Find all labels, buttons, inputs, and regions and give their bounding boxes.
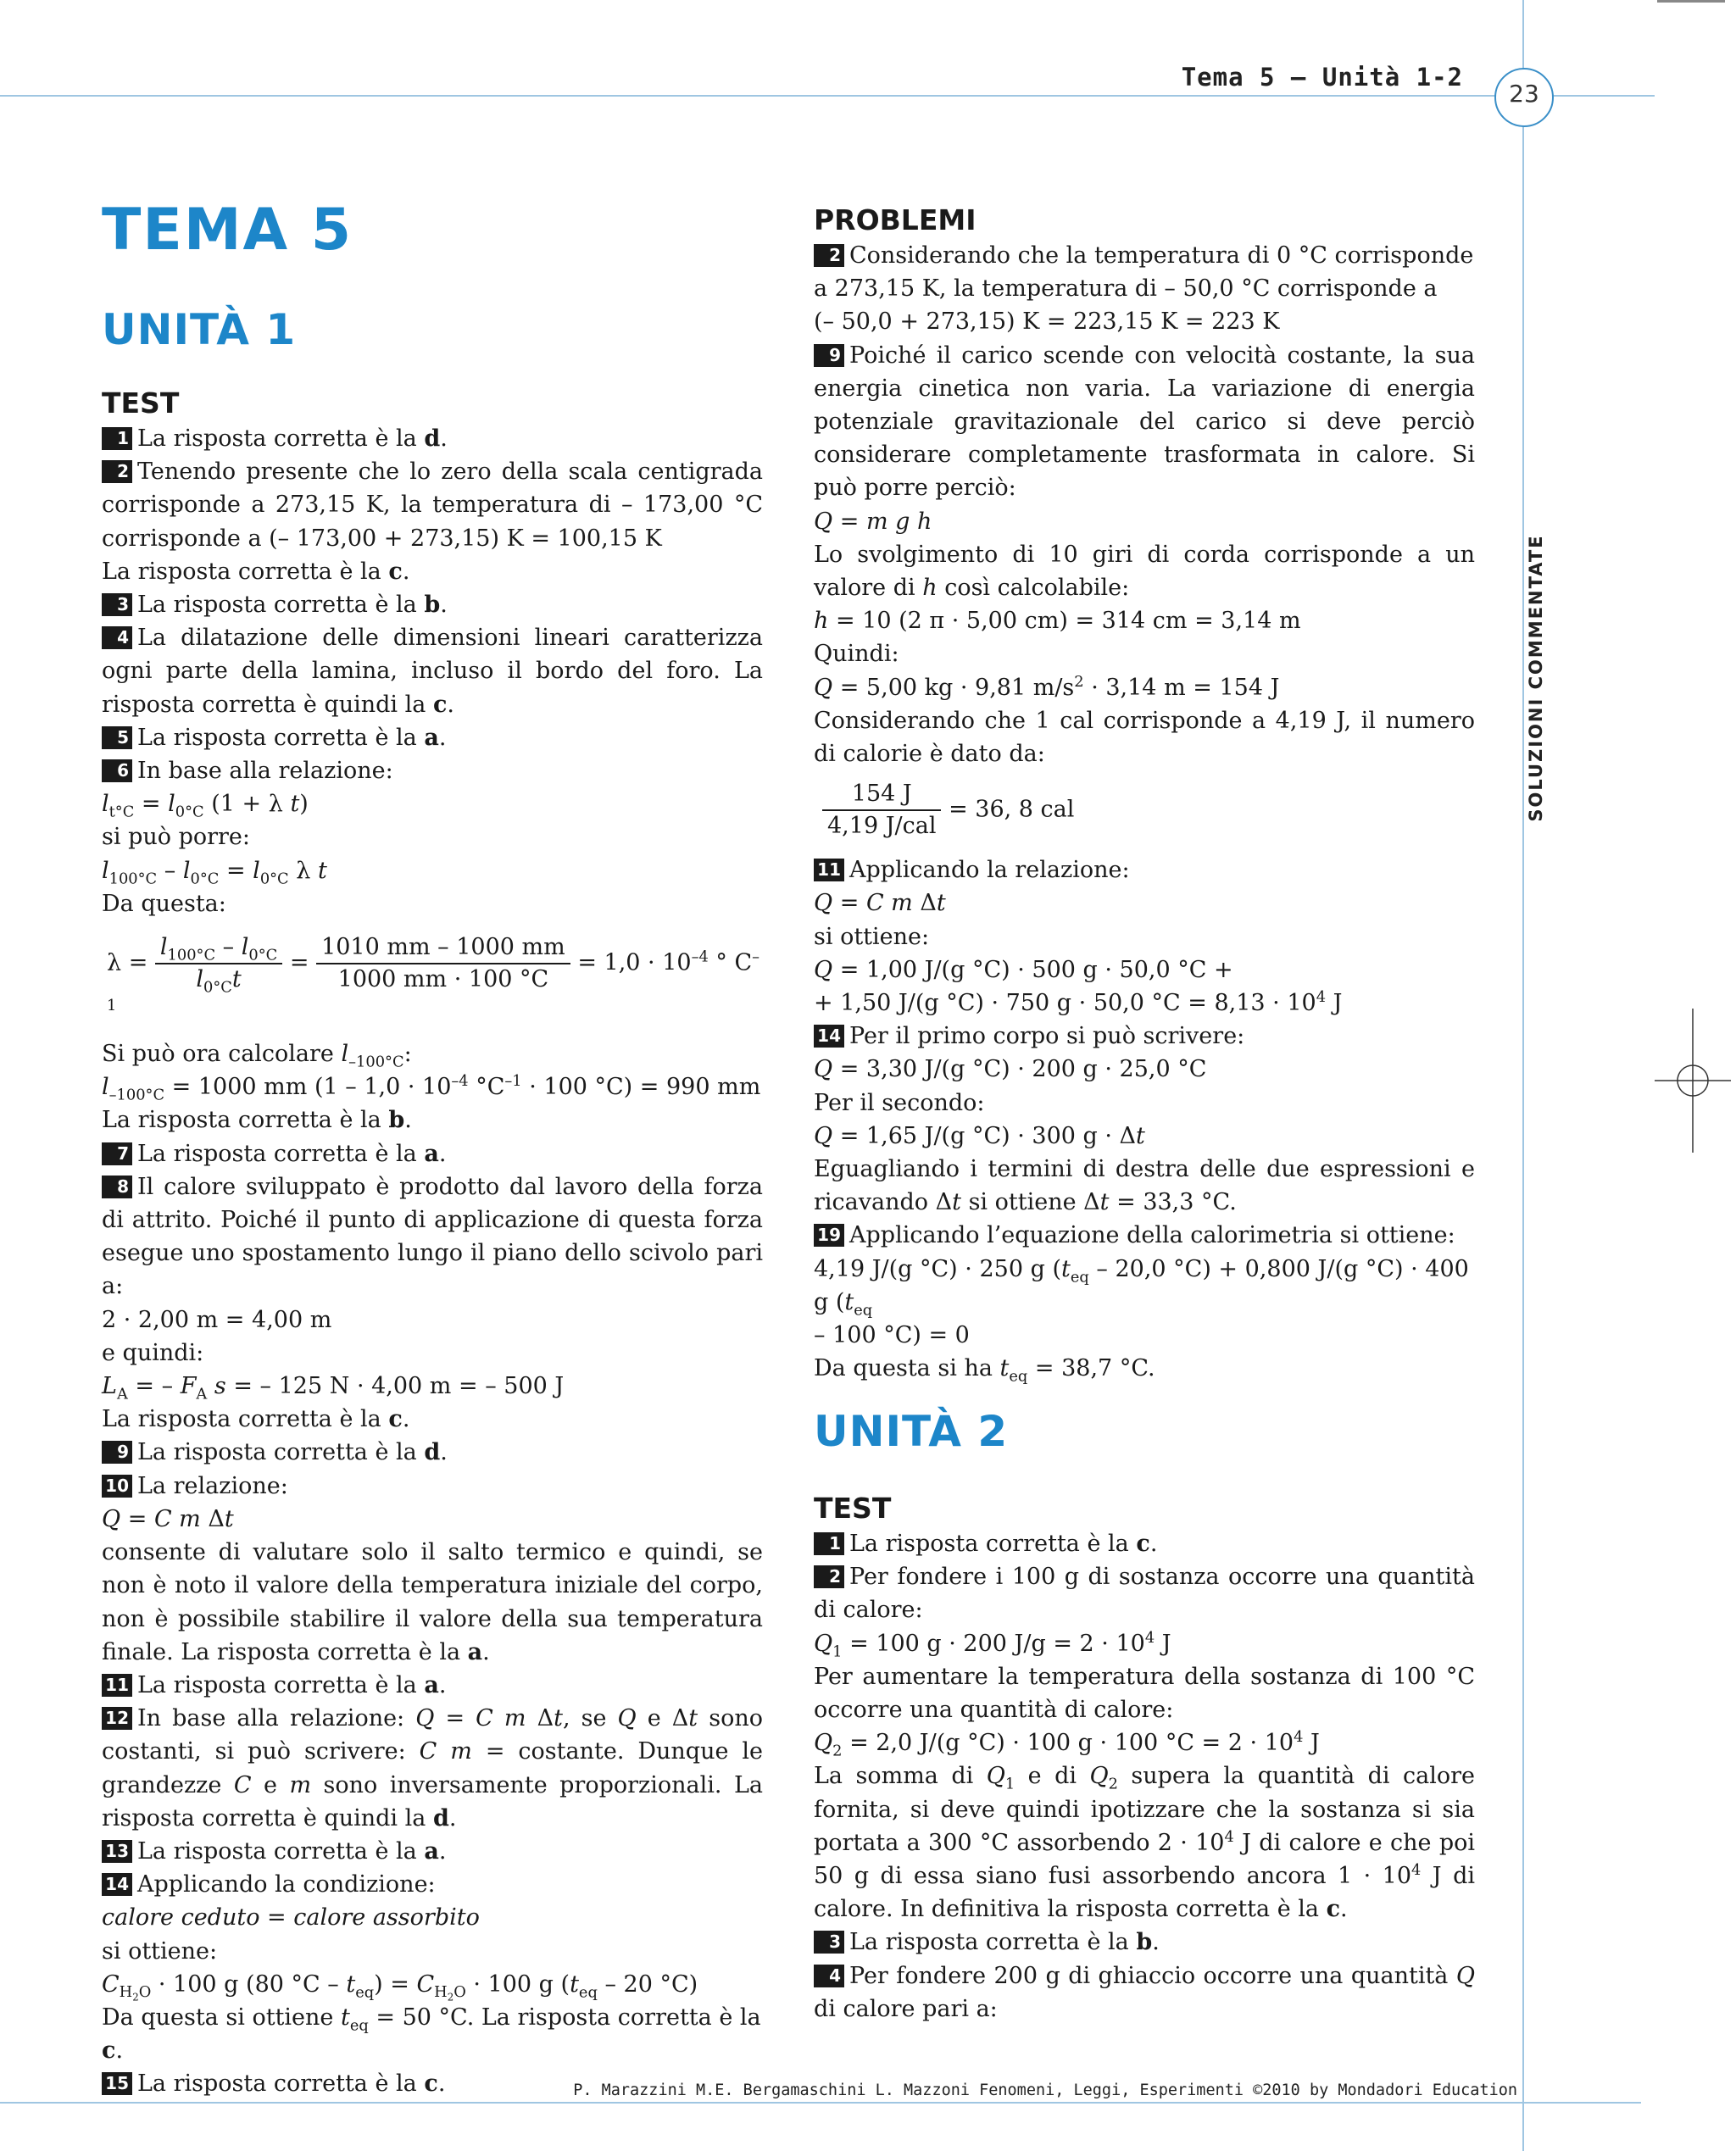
question-number-badge: 3 [102, 593, 132, 616]
question-number-badge: 15 [102, 2072, 132, 2095]
side-section-label: SOLUZIONI COMMENTATE [1526, 534, 1546, 822]
footer-rule [0, 2102, 1641, 2104]
question-number-badge: 5 [102, 726, 132, 749]
problem-number-badge: 9 [814, 344, 844, 367]
unit-2-title: UNITÀ 2 [814, 1407, 1009, 1456]
problem-number-badge: 11 [814, 859, 844, 881]
calorie-formula: $\frac{154 J}{\text{4,19 J/cal}}$ = 36, 8 cal [814, 770, 1475, 853]
question-number-badge: 7 [102, 1142, 132, 1165]
page-number: 23 [1509, 80, 1539, 108]
question-number-badge: 12 [102, 1707, 132, 1730]
question-number-badge: 1 [102, 427, 132, 450]
test-section-title: TEST [102, 386, 180, 420]
problem-number-badge: 19 [814, 1224, 844, 1247]
problem-number-badge: 2 [814, 244, 844, 267]
footer-credits: P. Marazzini M.E. Bergamaschini L. Mazzoni Fenomeni, Leggi, Esperimenti ©2010 by Mondadori Education [573, 2082, 1517, 2099]
corner-rule [1657, 0, 1725, 3]
vertical-margin-rule [1522, 0, 1524, 2151]
unit-2-test-section-title: TEST [814, 1492, 892, 1525]
question-number-badge: 2 [814, 1565, 844, 1588]
question-number-badge: 1 [814, 1532, 844, 1555]
unit-2-test-answers: 1 La risposta corretta è la c. 2 Per fondere i 100 g di sostanza occorre una quantità di calore: $Q_1 = 100$ g · 200 $J/g = 2 \cdot 10^4$ J Per aumentare la temperatura della sostanza di 100 °C occorre una quantità di calore: $Q_2 = 2,0$ J/(g °C) · 100 g · 100 $^\circ C = 2 \cdot 10^4$ J La somma di $Q_1$ e di $Q_2$ supera la quantità di calore fornita, si deve quindi ipotizzare che la sostanza si sia portata a 300 °C assorbendo $2 \cdot 10^4$ J di calore e che poi 50 g di essa siano fusi assorbendo ancora $1 \cdot 10^4$ J di calore. In definitiva la risposta corretta è la c. 3 La risposta corretta è la b. 4 Per fondere 200 g di ghiaccio occorre una quantità Q di calore pari a: [814, 1531, 1476, 2022]
question-number-badge: 2 [102, 460, 132, 483]
question-number-badge: 9 [102, 1441, 132, 1464]
question-number-badge: 3 [814, 1931, 844, 1954]
unit-1-test-answers: 1 La risposta corretta è la d. 2 Tenendo presente che lo zero della scala centigrada corrisponde a 273,15 K, la temperatura di – 173,00 °C corrisponde a (– 173,00 + 273,15) K = 100,15 K La risposta corretta è la c. 3 La risposta corretta è la b. 4 La dilatazione delle dimensioni lineari caratterizza ogni parte della lamina, incluso il bordo del foro. La risposta corretta è quindi la c. 5 La risposta corretta è la a. 6 In base alla relazione: $l_{t^\circ C} = l_{0^\circ C}$ (1 + λ t) si può porre: $l_{100^\circ C} - l_{0^\circ C} = l_{0^\circ C}$ λ t Da questa: λ = $\frac{l_{100^\circ C} - l_{0^\circ C}}{l_{0^\circ C}t}$ = $\frac{1010 mm - 1000 mm}{1000 mm \cdot 100 ^\circ C}$ = $1,0 \cdot 10^{-4}$ ° $C^{-1}$ Si può ora calcolare $l_{-100^\circ C}$: $l_{-100^\circ C} = 1000$ mm ($1 - 1,0 \cdot 10^{-4}$ $^\circ C^{-1} \cdot 100$ °C) = 990 mm La risposta corretta è la b. 7 La risposta corretta è la a. 8 Il calore sviluppato è prodotto dal lavoro della forza di attrito. Poiché il punto di applicazione di questa forza esegue uno spostamento lungo il piano dello scivolo pari a: 2 · 2,00 m = 4,00 m e quindi: $L_A$ = – $F_A$ s = – 125 N · 4,00 m = – 500 J La risposta corretta è la c. 9 La risposta corretta è la d. 10 La relazione: Q = C m Δt consente di valutare solo il salto termico e quindi, se non è noto il valore della temperatura iniziale del corpo, non è possibile stabilire il valore della sua temperatura finale. La risposta corretta è la a. 11 La risposta corretta è la a. 12 In base alla relazione: Q = C m Δt, se Q e Δt sono costanti, si può scrivere: C m = costante. Dunque le grandezze C e m sono inversamente proporzionali. La risposta corretta è quindi la d. 13 La risposta corretta è la a. 14 Applicando la condizione: calore ceduto = calore assorbito si ottiene: $C_{H_2O} \cdot 100$ g (80 $^\circ C - t_{eq}) = C_{H_2O} \cdot 100$ g ($t_{eq} - 20$ °C) Da questa si ottiene $t_{eq} = 50$ °C. La risposta corretta è la c. 15 La risposta corretta è la c. [102, 425, 764, 2098]
question-number-badge: 13 [102, 1840, 132, 1863]
lambda-formula: λ = $\frac{l_{100^\circ C} - l_{0^\circ C}}{l_{0^\circ C}t}$ = $\frac{1010 mm - 1000 mm}{1000 mm \cdot 100 ^\circ C}$ = $1,0 \cdot 10^{-4}$ ° $C^{-1}$ [107, 934, 760, 1015]
running-title: Tema 5 – Unità 1-2 [1181, 63, 1463, 92]
unit-1-problems: 2 Considerando che la temperatura di 0 °C corrisponde a 273,15 K, la temperatura di – 50,0 °C corrisponde a (– 50,0 + 273,15) K = 223,15 K = 223 K 9 Poiché il carico scende con velocità costante, la sua energia cinetica non varia. La variazione di energia potenziale gravitazionale del carico si deve perciò considerare completamente trasformata in calore. Si può porre perciò: Q = m g h Lo svolgimento di 10 giri di corda corrisponde a un valore di h così calcolabile: h = 10 (2 π · 5,00 cm) = 314 cm = 3,14 m Quindi: Q = 5,00 kg · 9,81 $m/s^2 \cdot 3,14$ m = 154 J Considerando che 1 cal corrisponde a 4,19 J, il numero di calorie è dato da: $\frac{154 J}{\text{4,19 J/cal}}$ = 36, 8 cal 11 Applicando la relazione: Q = C m Δt si ottiene: Q = 1,00 J/(g °C) · 500 g · 50,0 °C + + 1,50 J/(g °C) · 750 g · 50,0 $^\circ C = 8,13 \cdot 10^4$ J 14 Per il primo corpo si può scrivere: Q = 3,30 J/(g °C) · 200 g · 25,0 °C Per il secondo: Q = 1,65 J/(g °C) · 300 g · Δt Eguagliando i termini di destra delle due espressioni e ricavando Δt si ottiene Δt = 33,3 °C. 19 Applicando l’equazione della calorimetria si ottiene: 4,19 J/(g °C) · 250 g ($t_{eq} - 20,0$ °C) + 0,800 J/(g °C) · 400 g ($t_{eq}$ – 100 °C) = 0 Da questa si ha $t_{eq} = 38,7$ °C. [814, 242, 1475, 1386]
registration-mark-icon [1655, 1009, 1731, 1153]
header-rule [0, 95, 1655, 97]
question-number-badge: 14 [102, 1873, 132, 1896]
unit-1-title: UNITÀ 1 [102, 305, 297, 354]
question-number-badge: 8 [102, 1176, 132, 1198]
tema-title: TEMA 5 [102, 197, 353, 264]
question-number-badge: 4 [814, 1965, 844, 1987]
question-number-badge: 4 [102, 626, 132, 649]
question-number-badge: 10 [102, 1475, 132, 1498]
question-number-badge: 11 [102, 1674, 132, 1697]
question-number-badge: 6 [102, 759, 132, 782]
problems-section-title: PROBLEMI [814, 203, 976, 236]
problem-number-badge: 14 [814, 1025, 844, 1048]
